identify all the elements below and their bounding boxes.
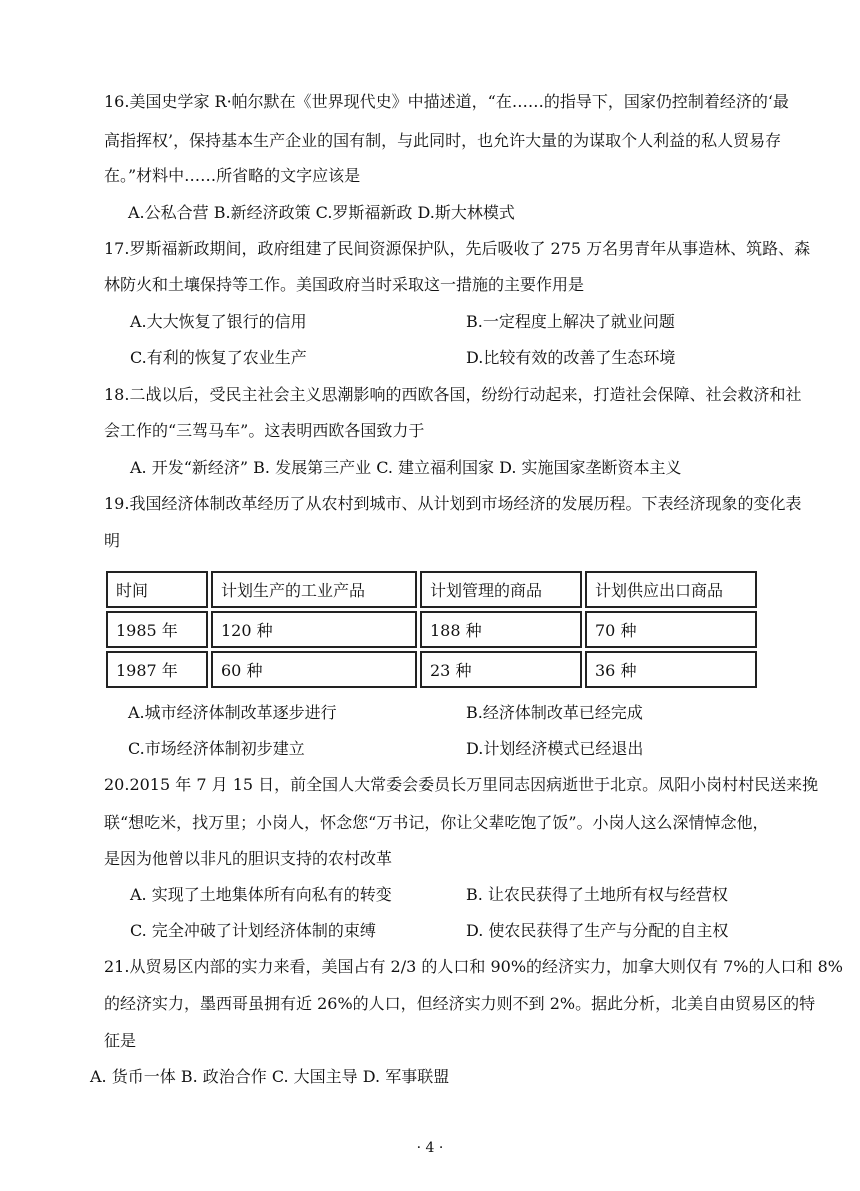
q20-option-d: D. 使农民获得了生产与分配的自主权 (466, 921, 729, 940)
table-cell: 70 种 (585, 611, 757, 648)
q20-stem-line1: 20.2015 年 7 月 15 日，前全国人大常委会委员长万里同志因病逝世于北京。凤阳小岗村村民送来挽 (104, 775, 819, 794)
q21-options: A. 货币一体 B. 政治合作 C. 大国主导 D. 军事联盟 (90, 1067, 450, 1086)
q17-option-a: A.大大恢复了银行的信用 (130, 312, 307, 331)
table-header-cell: 计划生产的工业产品 (211, 571, 417, 608)
table-cell: 60 种 (211, 651, 417, 688)
q20-stem-line3: 是因为他曾以非凡的胆识支持的农村改革 (104, 849, 393, 868)
q16-stem-line3: 在。”材料中……所省略的文字应该是 (104, 166, 361, 185)
q19-stem-line2: 明 (104, 531, 121, 550)
table-row (106, 651, 757, 688)
q20-option-a: A. 实现了土地集体所有向私有的转变 (130, 885, 392, 904)
q19-option-a: A.城市经济体制改革逐步进行 (128, 703, 337, 722)
table-cell: 120 种 (211, 611, 417, 648)
page-number: · 4 · (416, 1140, 444, 1156)
table-cell: 1985 年 (106, 611, 208, 648)
q17-stem-line2: 林防火和土壤保持等工作。美国政府当时采取这一措施的主要作用是 (104, 275, 585, 294)
table-cell: 188 种 (420, 611, 582, 648)
q20-option-c: C. 完全冲破了计划经济体制的束缚 (130, 921, 376, 940)
q21-stem-line1: 21.从贸易区内部的实力来看，美国占有 2/3 的人口和 90%的经济实力，加拿大则仅有 7%的人口和 8% (104, 957, 843, 976)
q20-stem-line2: 联“想吃米，找万里；小岗人，怀念您“万书记，你让父辈吃饱了饭”。小岗人这么深情悼念他， (104, 813, 769, 832)
q16-stem-line2: 高指挥权’，保持基本生产企业的国有制，与此同时，也允许大量的为谋取个人利益的私人贸易存 (104, 131, 782, 150)
q18-stem-line1: 18.二战以后，受民主社会主义思潮影响的西欧各国，纷纷行动起来，打造社会保障、社会救济和社 (104, 385, 802, 404)
q17-option-c: C.有利的恢复了农业生产 (130, 348, 307, 367)
q19-option-d: D.计划经济模式已经退出 (466, 739, 644, 758)
q16-options: A.公私合营 B.新经济政策 C.罗斯福新政 D.斯大林模式 (128, 203, 515, 222)
q16-stem-line1: 16.美国史学家 R·帕尔默在《世界现代史》中描述道，“在……的指导下，国家仍控制着经济的‘最 (104, 92, 789, 111)
table-header-cell: 计划供应出口商品 (585, 571, 757, 608)
table-cell: 23 种 (420, 651, 582, 688)
table-header-row (106, 571, 757, 608)
q18-stem-line2: 会工作的“三驾马车”。这表明西欧各国致力于 (104, 421, 425, 440)
table-header-cell: 计划管理的商品 (420, 571, 582, 608)
q21-stem-line3: 征是 (104, 1031, 137, 1050)
table-cell: 1987 年 (106, 651, 208, 688)
q19-option-c: C.市场经济体制初步建立 (128, 739, 305, 758)
q20-option-b: B. 让农民获得了土地所有权与经营权 (466, 885, 728, 904)
table-row (106, 611, 757, 648)
q17-stem-line1: 17.罗斯福新政期间，政府组建了民间资源保护队，先后吸收了 275 万名男青年从事造林、筑路、森 (104, 239, 811, 258)
q19-stem-line1: 19.我国经济体制改革经历了从农村到城市、从计划到市场经济的发展历程。下表经济现象的变化表 (104, 494, 802, 513)
q19-data-table (103, 568, 760, 691)
table-header-cell: 时间 (106, 571, 208, 608)
table-cell: 36 种 (585, 651, 757, 688)
q17-option-d: D.比较有效的改善了生态环境 (466, 348, 676, 367)
q17-option-b: B.一定程度上解决了就业问题 (466, 312, 675, 331)
q21-stem-line2: 的经济实力，墨西哥虽拥有近 26%的人口，但经济实力则不到 2%。据此分析，北美自由贸易区的特 (104, 994, 816, 1013)
q18-options: A. 开发“新经济” B. 发展第三产业 C. 建立福利国家 D. 实施国家垄断资本主义 (130, 458, 682, 477)
q19-option-b: B.经济体制改革已经完成 (466, 703, 643, 722)
